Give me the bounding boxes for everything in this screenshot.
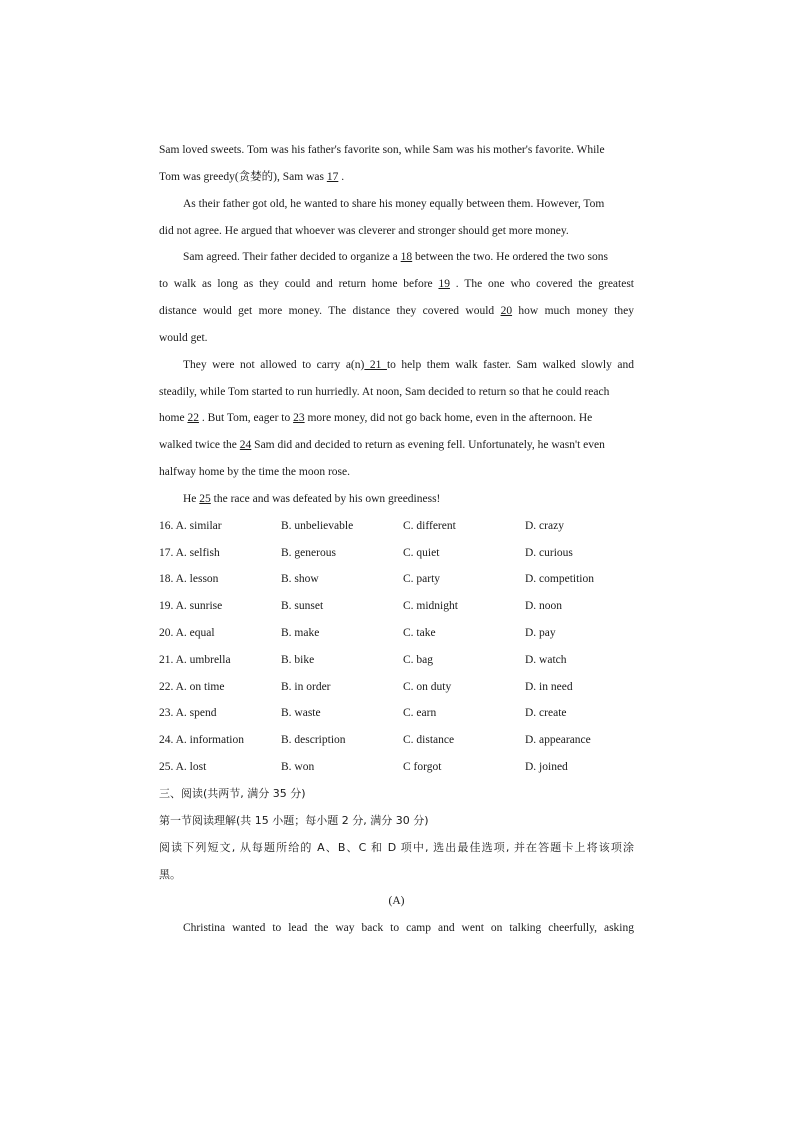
text: . The one who covered the greatest [449,278,634,290]
passage-label: (A) [388,895,405,907]
blank-number: 17 [326,171,339,183]
passage-line [183,356,634,374]
instruction-text: 阅读下列短文, 从每题所给的 A、B、C 和 D 项中, 选出最佳选项, 并在答题卡上将该项涂 [159,841,634,854]
text: steadily, while Tom started to run hurriedly. At noon, Sam decided to return so that he could reach [159,386,610,398]
option-d: D. create [525,707,567,719]
text: . [338,171,345,183]
option-b: B. make [281,627,320,639]
option-b: B. sunset [281,600,324,612]
text: . But Tom, eager to [198,412,294,424]
option-a: 20. A. equal [159,627,215,639]
section-subheading: 第一节阅读理解(共 15 小题；每小题 2 分, 满分 30 分) [159,814,429,827]
passage-line [159,329,634,347]
option-d: D. curious [525,547,573,559]
passage-line [159,302,634,320]
passage-line [159,168,634,186]
option-d: D. in need [525,681,573,693]
text: Tom was greedy(贪婪的), Sam was [159,171,327,183]
text: home [159,412,188,424]
passage-line [183,490,634,508]
option-c: C. midnight [403,600,458,612]
text: to walk as long as they could and return home before [159,278,439,290]
text: They were not allowed to carry a(n) [183,359,365,371]
text: halfway home by the time the moon rose. [159,466,350,478]
option-b: B. waste [281,707,321,719]
passage-line: Christina wanted to lead the way back to camp and went on talking cheerfully, asking [183,922,634,934]
option-a: 24. A. information [159,734,244,746]
option-a: 23. A. spend [159,707,217,719]
text: As their father got old, he wanted to share his money equally between them. However, Tom [183,198,605,210]
option-a: 19. A. sunrise [159,600,223,612]
passage-line [159,222,634,240]
text: Sam did and decided to return as evening fell. Unfortunately, he wasn't even [251,439,605,451]
blank-number: 23 [293,412,305,424]
option-a: 22. A. on time [159,681,225,693]
text: did not agree. He argued that whoever was cleverer and stronger should get more money. [159,225,569,237]
option-d: D. competition [525,573,594,585]
text: more money, did not go back home, even in the afternoon. He [304,412,593,424]
option-d: D. appearance [525,734,591,746]
option-d: D. joined [525,761,568,773]
passage-line [183,248,634,266]
option-d: D. watch [525,654,567,666]
blank-number: 25 [199,493,211,505]
option-c: C. party [403,573,441,585]
text: would get. [159,332,208,344]
option-b: B. won [281,761,315,773]
option-d: D. crazy [525,520,564,532]
option-b: B. unbelievable [281,520,354,532]
blank-number: 22 [187,412,199,424]
blank-number: 19 [438,278,450,290]
option-c: C. earn [403,707,437,719]
passage-line [183,195,634,213]
text: between the two. He ordered the two sons [412,251,608,263]
blank-number: 18 [400,251,413,263]
option-a: 25. A. lost [159,761,207,773]
option-c: C. different [403,520,456,532]
option-c: C. on duty [403,681,452,693]
passage-line [159,383,634,401]
blank-number: 20 [500,305,513,317]
text: He [183,493,200,505]
text: distance would get more money. The distance they covered would [159,305,501,317]
option-b: B. bike [281,654,315,666]
option-c: C forgot [403,761,442,773]
text: walked twice the [159,439,240,451]
option-b: B. in order [281,681,331,693]
text: the race and was defeated by his own greediness! [210,493,441,505]
option-c: C. take [403,627,436,639]
passage-line [159,463,634,481]
option-d: D. pay [525,627,556,639]
option-b: B. generous [281,547,336,559]
section-heading: 三、阅读(共两节, 满分 35 分) [159,787,306,800]
option-b: B. show [281,573,319,585]
passage-line [159,409,634,427]
option-a: 18. A. lesson [159,573,219,585]
option-a: 17. A. selfish [159,547,220,559]
blank-number: 21 [364,359,387,371]
blank-number: 24 [239,439,252,451]
option-d: D. noon [525,600,563,612]
instruction-text: 黑。 [159,868,181,881]
option-c: C. quiet [403,547,440,559]
option-a: 16. A. similar [159,520,222,532]
option-a: 21. A. umbrella [159,654,231,666]
option-c: C. bag [403,654,434,666]
text: how much money they [512,305,635,317]
passage-line [159,275,634,293]
text: Sam agreed. Their father decided to organize a [183,251,401,263]
text: to help them walk faster. Sam walked slowly and [386,359,635,371]
option-b: B. description [281,734,346,746]
option-c: C. distance [403,734,455,746]
passage-line [159,436,634,454]
text: Sam loved sweets. Tom was his father's favorite son, while Sam was his mother's favorite. While [159,144,605,156]
passage-line [159,141,634,159]
